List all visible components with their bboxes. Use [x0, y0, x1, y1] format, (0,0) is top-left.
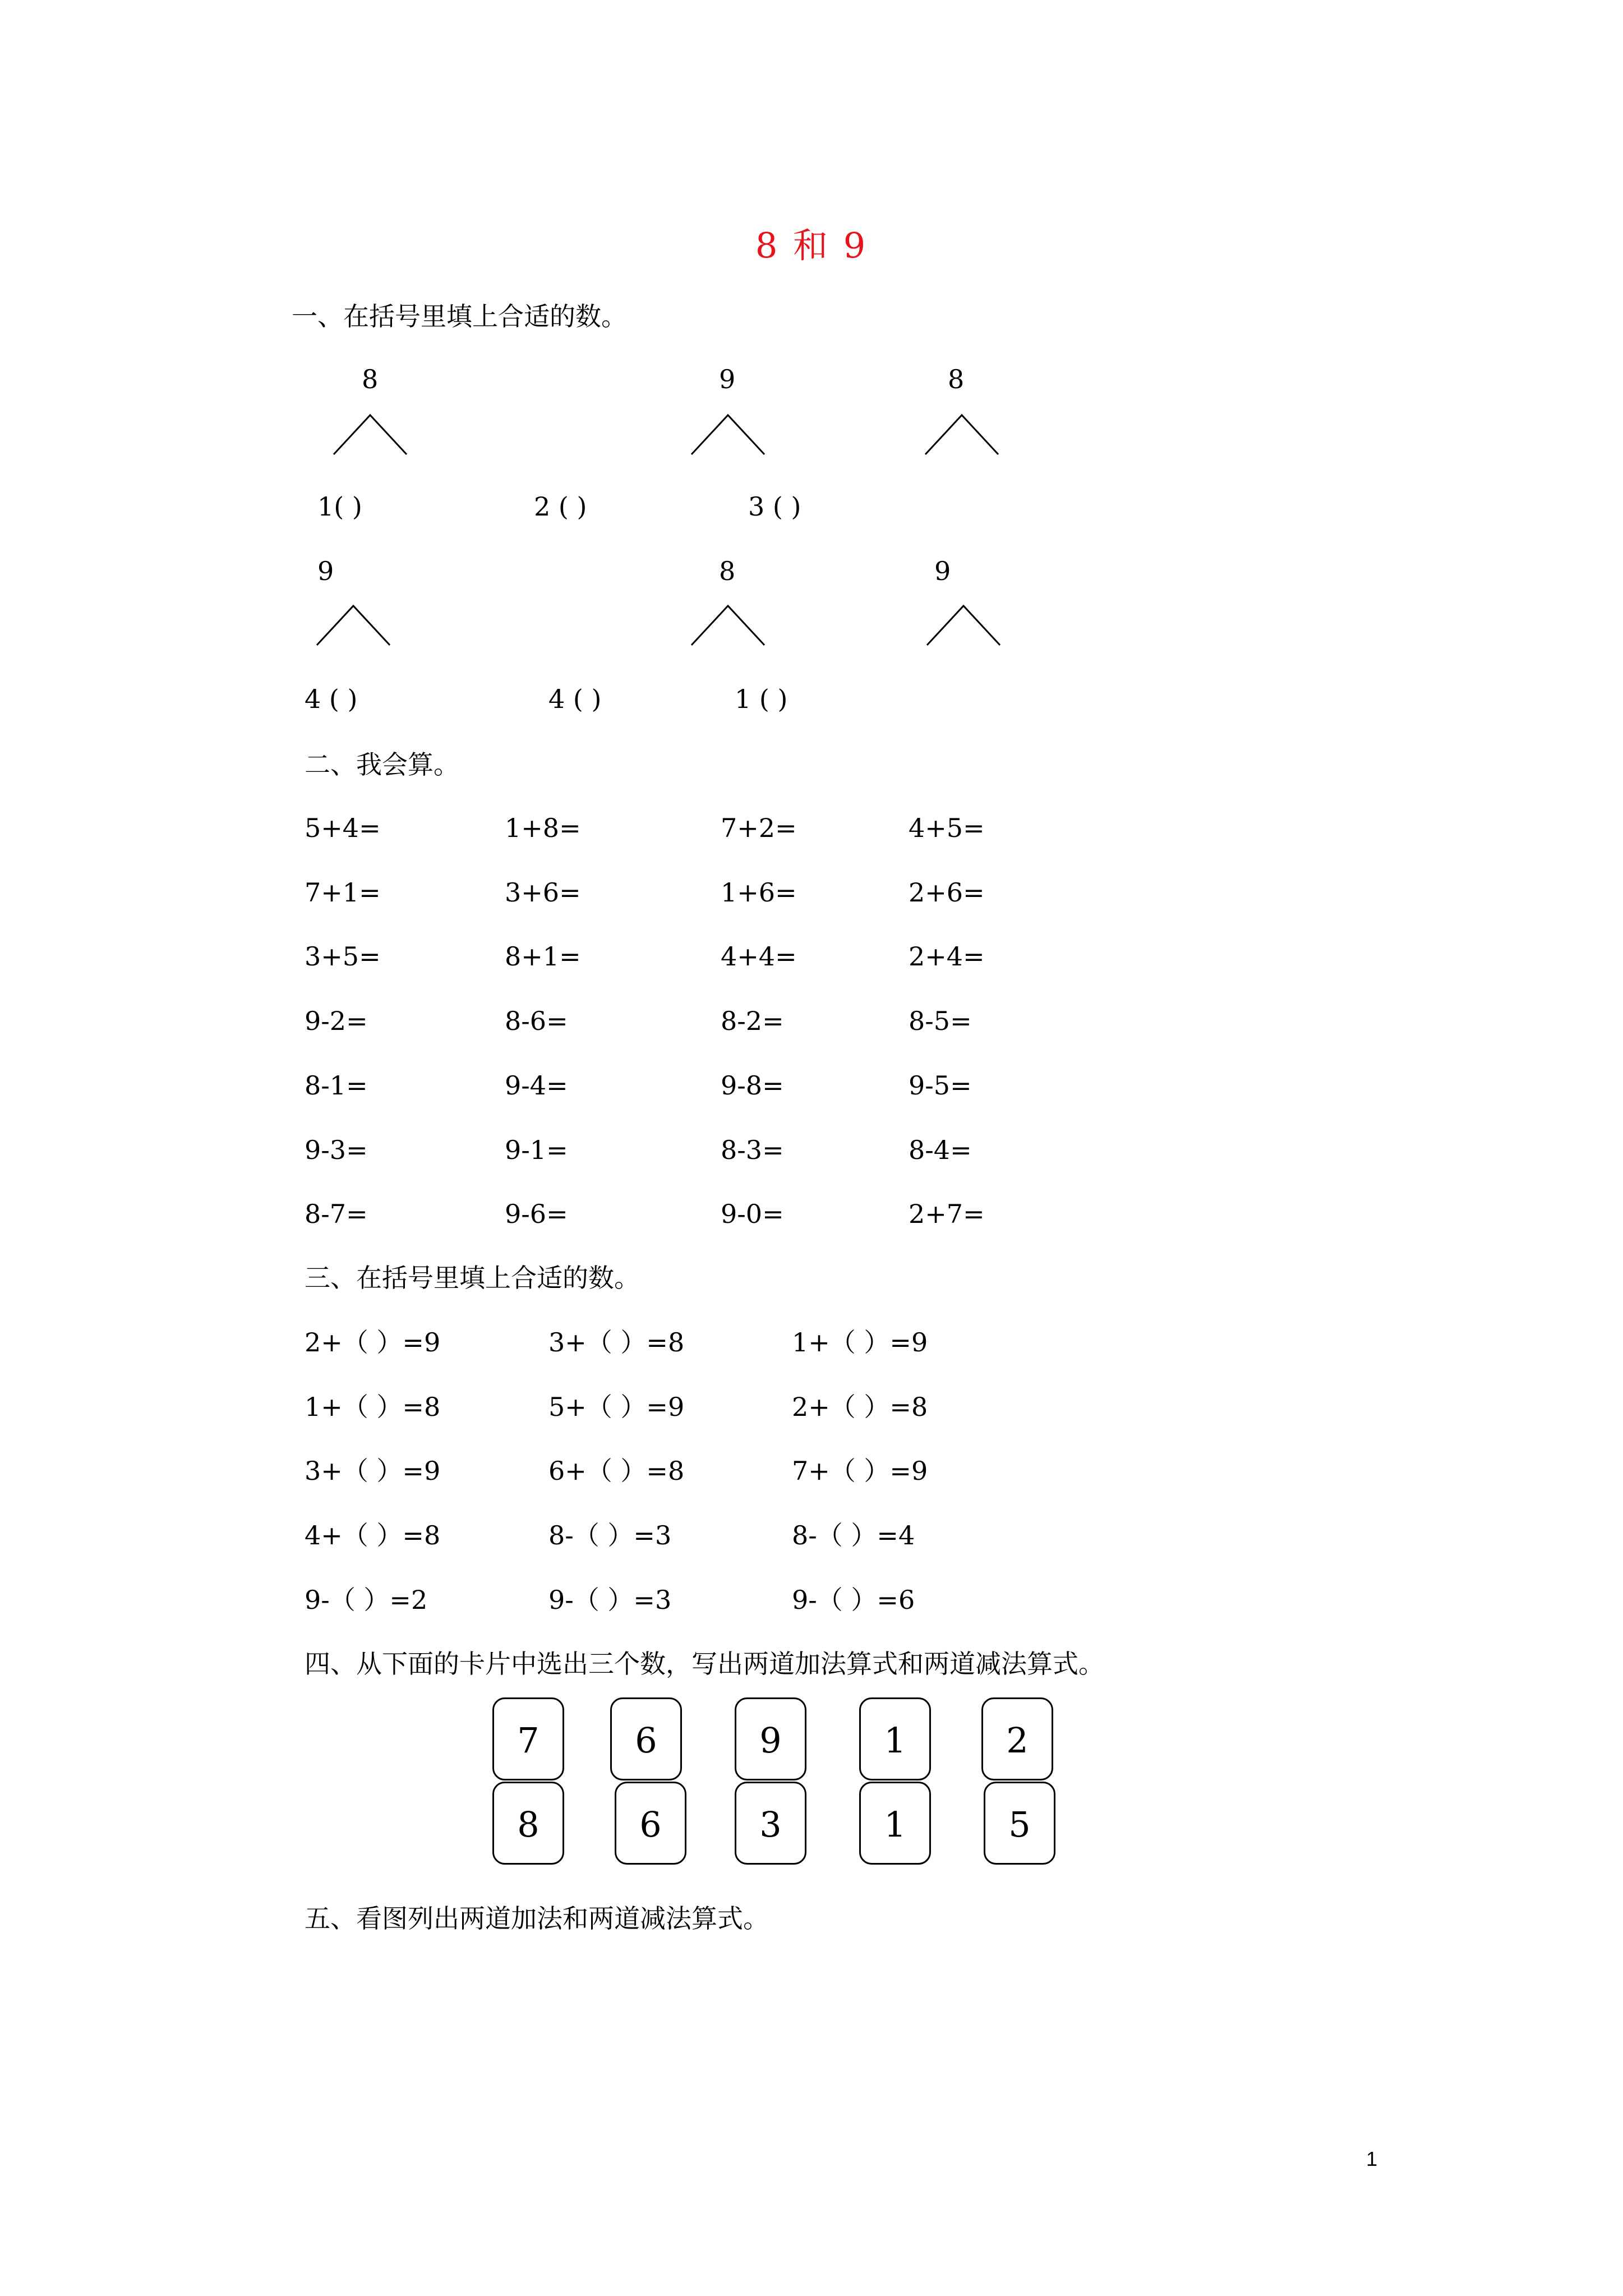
- section2-heading: 二、我会算。: [305, 749, 459, 780]
- equation: 3+5=: [305, 941, 381, 972]
- bond-total: 8: [948, 364, 965, 394]
- fill-in-equation: 1+（ ）=9: [792, 1327, 928, 1358]
- equation: 8-2=: [721, 1006, 784, 1036]
- bond-part: 2 ( ): [534, 491, 587, 522]
- fill-in-equation: 9-（ ）=3: [548, 1585, 672, 1615]
- bond-total: 9: [719, 364, 736, 394]
- section3-heading: 三、在括号里填上合适的数。: [305, 1263, 640, 1293]
- fill-in-equation: 5+（ ）=9: [548, 1392, 685, 1422]
- number-bond-branch: [689, 603, 767, 648]
- bond-part: 4 ( ): [548, 684, 602, 714]
- equation: 8-6=: [505, 1006, 568, 1036]
- number-card: 9: [735, 1697, 806, 1780]
- equation: 9-4=: [505, 1070, 568, 1101]
- equation: 8+1=: [505, 941, 581, 972]
- equation: 1+8=: [505, 813, 581, 843]
- bond-total: 8: [719, 556, 736, 586]
- number-bond-branch: [314, 603, 393, 648]
- fill-in-equation: 9-（ ）=2: [305, 1585, 428, 1615]
- number-card: 6: [610, 1697, 682, 1780]
- section1-heading: 一、在括号里填上合适的数。: [292, 301, 627, 332]
- number-card: 3: [735, 1782, 806, 1865]
- number-bond-branch: [689, 412, 767, 457]
- equation: 8-4=: [909, 1135, 972, 1165]
- number-bond-branch: [924, 603, 1003, 648]
- equation: 9-5=: [909, 1070, 972, 1101]
- fill-in-equation: 1+（ ）=8: [305, 1392, 441, 1422]
- number-card: 7: [492, 1697, 564, 1780]
- bond-total: 9: [934, 556, 951, 586]
- equation: 8-5=: [909, 1006, 972, 1036]
- equation: 5+4=: [305, 813, 381, 843]
- fill-in-equation: 3+（ ）=8: [548, 1327, 685, 1358]
- fill-in-equation: 4+（ ）=8: [305, 1520, 441, 1550]
- equation: 2+4=: [909, 941, 985, 972]
- number-card: 5: [984, 1782, 1055, 1865]
- equation: 2+7=: [909, 1199, 985, 1229]
- fill-in-equation: 2+（ ）=8: [792, 1392, 928, 1422]
- equation: 7+2=: [721, 813, 797, 843]
- section5-heading: 五、看图列出两道加法和两道减法算式。: [305, 1903, 769, 1934]
- number-card: 1: [859, 1782, 931, 1865]
- bond-part: 3 ( ): [748, 491, 801, 522]
- page-title: 8 和 9: [755, 225, 868, 266]
- bond-part: 1 ( ): [735, 684, 788, 714]
- equation: 9-2=: [305, 1006, 368, 1036]
- equation: 9-3=: [305, 1135, 368, 1165]
- number-card: 1: [859, 1697, 931, 1780]
- section4-heading: 四、从下面的卡片中选出三个数，写出两道加法算式和两道减法算式。: [305, 1649, 1104, 1679]
- number-bond-branch: [331, 412, 409, 457]
- fill-in-equation: 8-（ ）=4: [792, 1520, 915, 1550]
- equation: 3+6=: [505, 877, 581, 908]
- page-number: 1: [1366, 2147, 1378, 2170]
- equation: 8-3=: [721, 1135, 784, 1165]
- number-card: 8: [492, 1782, 564, 1865]
- fill-in-equation: 3+（ ）=9: [305, 1456, 441, 1486]
- equation: 7+1=: [305, 877, 381, 908]
- bond-total: 8: [362, 364, 379, 394]
- equation: 2+6=: [909, 877, 985, 908]
- equation: 1+6=: [721, 877, 797, 908]
- equation: 9-8=: [721, 1070, 784, 1101]
- fill-in-equation: 6+（ ）=8: [548, 1456, 685, 1486]
- equation: 4+4=: [721, 941, 797, 972]
- number-card: 2: [981, 1697, 1053, 1780]
- fill-in-equation: 7+（ ）=9: [792, 1456, 928, 1486]
- bond-part: 1( ): [317, 491, 362, 522]
- equation: 9-1=: [505, 1135, 568, 1165]
- bond-total: 9: [317, 556, 334, 586]
- number-bond-branch: [923, 412, 1001, 457]
- equation: 8-1=: [305, 1070, 368, 1101]
- equation: 8-7=: [305, 1199, 368, 1229]
- fill-in-equation: 8-（ ）=3: [548, 1520, 672, 1550]
- equation: 4+5=: [909, 813, 985, 843]
- equation: 9-0=: [721, 1199, 784, 1229]
- number-card: 6: [615, 1782, 686, 1865]
- fill-in-equation: 2+（ ）=9: [305, 1327, 441, 1358]
- bond-part: 4 ( ): [305, 684, 358, 714]
- equation: 9-6=: [505, 1199, 568, 1229]
- fill-in-equation: 9-（ ）=6: [792, 1585, 915, 1615]
